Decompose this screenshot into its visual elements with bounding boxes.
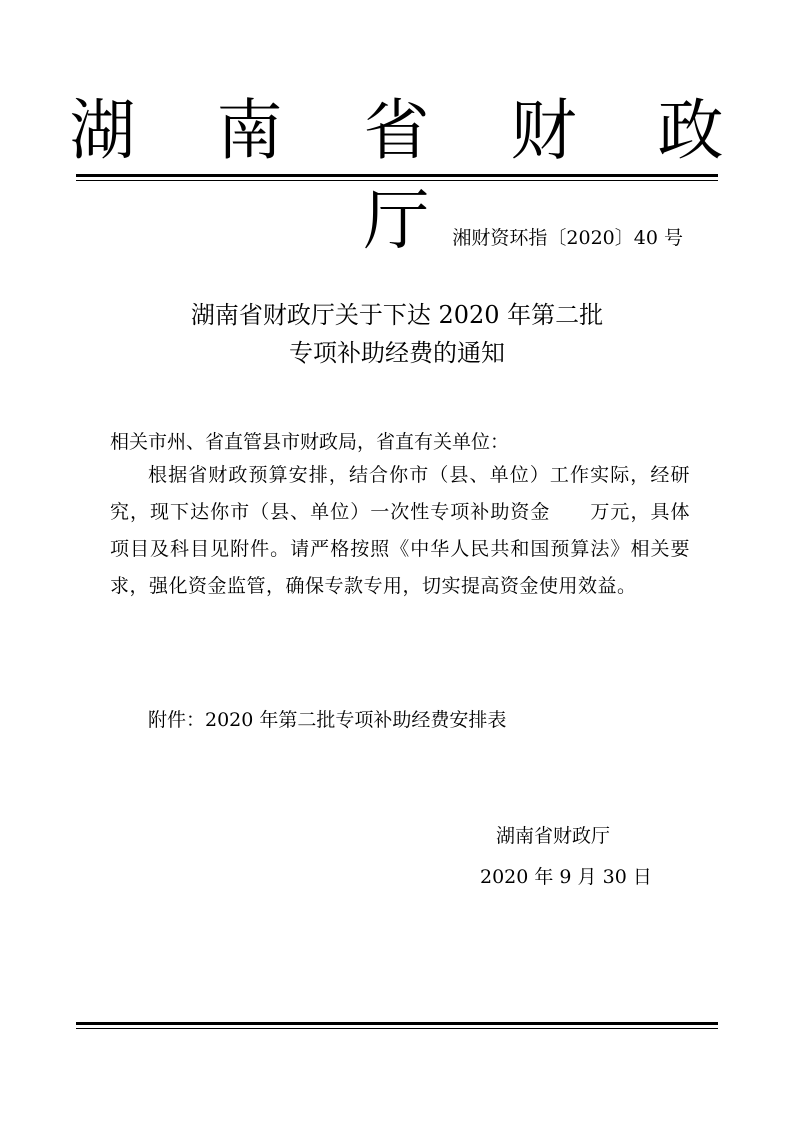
letterhead-rule-thin — [76, 180, 718, 181]
document-title — [76, 296, 718, 372]
footer-rule-thin — [76, 1028, 718, 1029]
signature-org: 湖南省财政厅 — [496, 825, 611, 847]
document-number: 湘财资环指〔2020〕40 号 — [452, 227, 683, 249]
document-title-line-1: 湖南省财政厅关于下达 2020 年第二批 — [190, 301, 604, 329]
letterhead-org-title: 湖 南 省 财 政 厅 — [69, 92, 754, 259]
addressee: 相关市州、省直管县市财政局，省直有关单位： — [110, 431, 510, 453]
letterhead-rule-thick — [76, 174, 718, 177]
document-title-line-2: 专项补助经费的通知 — [289, 339, 505, 367]
signature-date: 2020 年 9 月 30 日 — [480, 866, 652, 888]
attachment-note: 附件：2020 年第二批专项补助经费安排表 — [148, 709, 507, 731]
body-paragraph: 根据省财政预算安排，结合你市（县、单位）工作实际，经研究，现下达你市（县、单位）一次性专项补助资金 万元，具体项目及科目见附件。请严格按照《中华人民共和国预算法》相关要求，强化资金监管，确保专款专用，切实提高资金使用效益。 — [110, 464, 690, 597]
footer-rule-thick — [76, 1022, 718, 1025]
